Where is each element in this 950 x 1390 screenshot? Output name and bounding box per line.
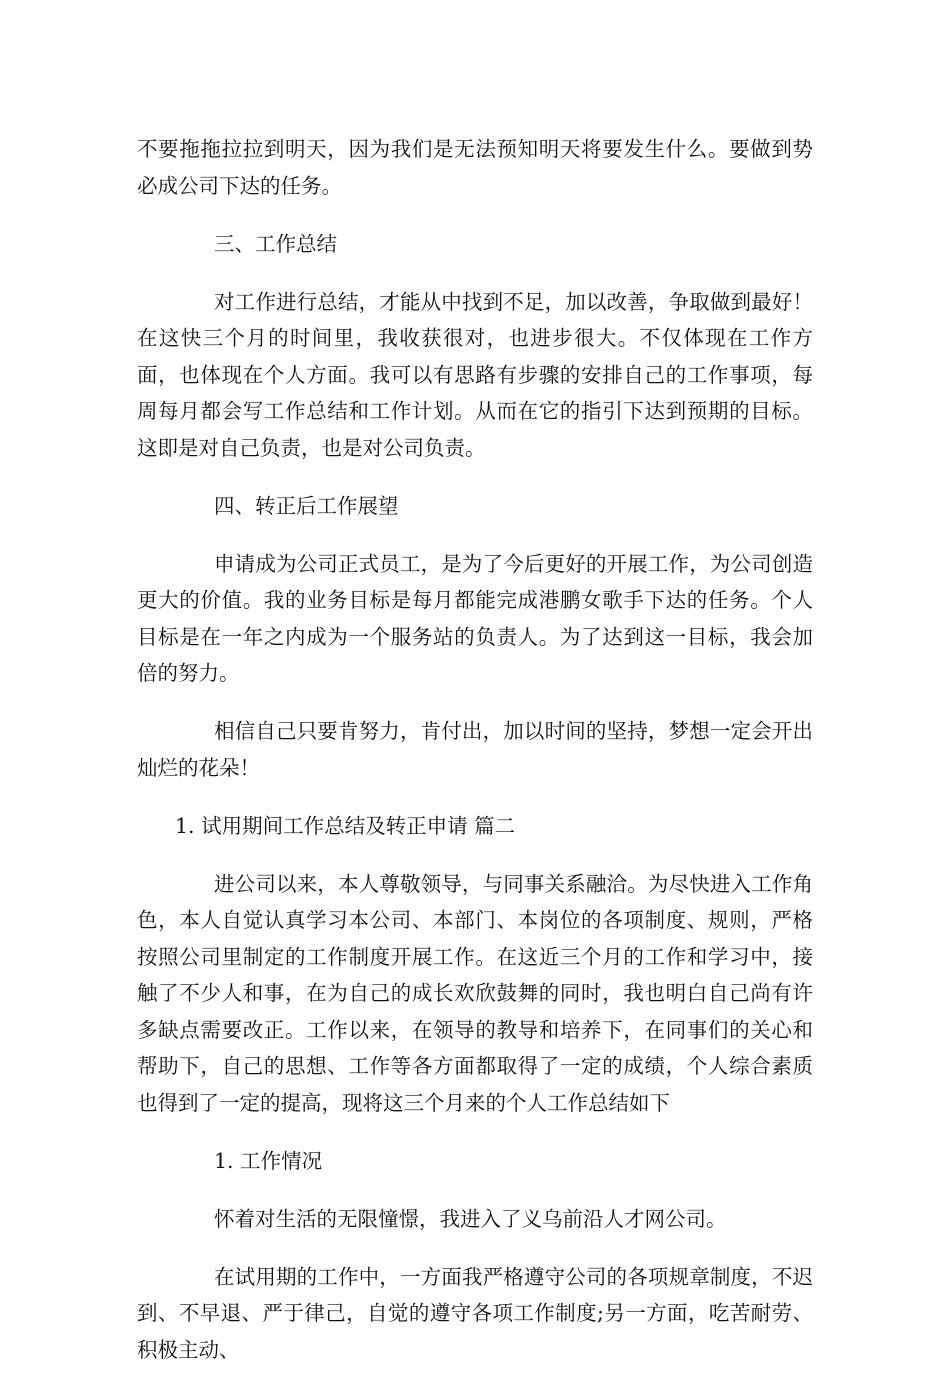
paragraph-probation: 在试用期的工作中，一方面我严格遵守公司的各项规章制度，不迟到、不早退、严于律己，自觉的遵守各项工作制度;另一方面，吃苦耐劳、积极主动、 (137, 1264, 813, 1362)
paragraph-continuation: 不要拖拖拉拉到明天，因为我们是无法预知明天将要发生什么。要做到势必成公司下达的任务。 (137, 137, 813, 198)
paragraph-joining: 怀着对生活的无限憧憬，我进入了义乌前沿人才网公司。 (214, 1206, 727, 1231)
paragraph-introduction: 进公司以来，本人尊敬领导，与同事关系融洽。为尽快进入工作角色，本人自觉认真学习本公司、本部门、本岗位的各项制度、规则，严格按照公司里制定的工作制度开展工作。在这近三个月的工作和学习中，接触了不少人和事，在为自己的成长欢欣鼓舞的同时，我也明白自己尚有许多缺点需要改正。工作以来，在领导的教导和培养下，在同事们的关心和帮助下，自己的思想、工作等各方面都取得了一定的成绩，个人综合素质也得到了一定的提高，现将这三个月来的个人工作总结如下 (137, 871, 813, 1115)
document-body (137, 131, 813, 1390)
paragraph-work-summary: 对工作进行总结，才能从中找到不足，加以改善，争取做到最好！在这快三个月的时间里，我收获很对，也进步很大。不仅体现在工作方面，也体现在个人方面。我可以有思路有步骤的安排自己的工作事项，每周每月都会写工作总结和工作计划。从而在它的指引下达到预期的目标。这即是对自己负责，也是对公司负责。 (137, 289, 813, 460)
section-heading-work-status: 1. 工作情况 (214, 1148, 323, 1173)
paragraph-belief: 相信自己只要肯努力，肯付出，加以时间的坚持，梦想一定会开出灿烂的花朵！ (137, 719, 813, 780)
section-heading-work-summary: 三、工作总结 (214, 231, 337, 256)
article-heading-part-two: 1. 试用期间工作总结及转正申请 篇二 (175, 813, 516, 838)
paragraph-outlook: 申请成为公司正式员工，是为了今后更好的开展工作，为公司创造更大的价值。我的业务目标是每月都能完成港鹏女歌手下达的任务。个人目标是在一年之内成为一个服务站的负责人。为了达到这一目标，我会加倍的努力。 (137, 551, 813, 685)
section-heading-outlook: 四、转正后工作展望 (214, 493, 399, 518)
